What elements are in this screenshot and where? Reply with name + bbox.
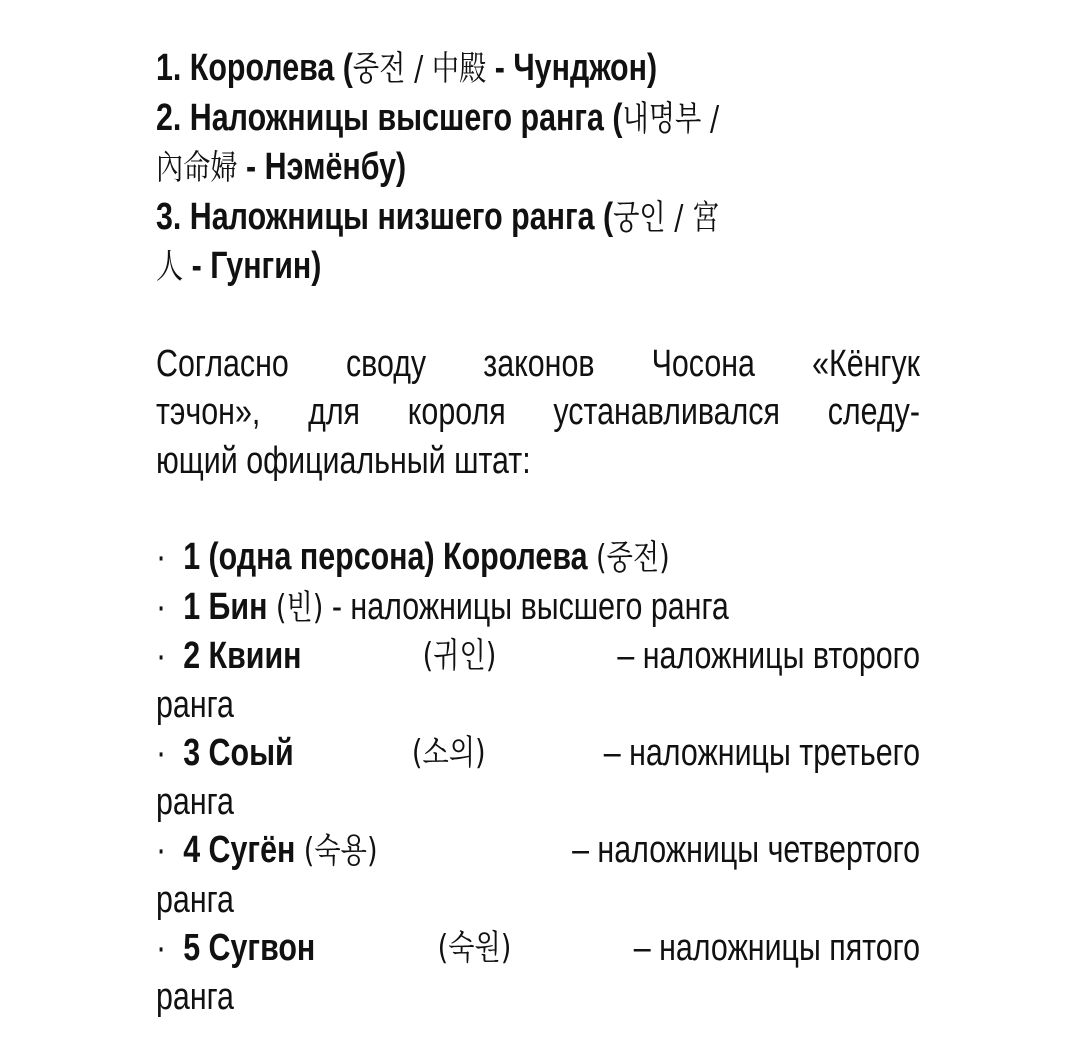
rank-list [156, 44, 920, 292]
bullet-title: 5 Сугвон [183, 927, 316, 969]
rank-reading: - Гунгин) [183, 245, 322, 287]
rank-item-low-concubines [156, 193, 920, 243]
bullet-item-soui [156, 729, 920, 778]
bullet-wrap: ранга [156, 878, 234, 921]
korean-term: (귀인) [422, 636, 497, 676]
bullet-icon: · [156, 829, 167, 871]
paragraph-line-1 [156, 340, 920, 389]
staff-bullet-list [156, 533, 920, 1021]
word: следу- [827, 391, 920, 433]
paragraph-line-3: ющий официальный штат: [156, 439, 531, 482]
bullet-description: - наложницы высшего ранга [331, 585, 729, 628]
bullet-wrap: ранга [156, 780, 234, 823]
rank-item-high-concubines [156, 94, 920, 144]
korean-term: 중전 / 中殿 [352, 49, 487, 89]
bullet-title: 3 Соый [183, 732, 294, 774]
rank-title: 1. Королева ( [156, 47, 353, 89]
paragraph-line-2 [156, 388, 920, 437]
document-page [156, 44, 920, 1021]
bullet-item-queen [156, 533, 920, 583]
bullet-icon: · [156, 585, 167, 628]
bullet-icon: · [156, 732, 167, 774]
bullet-title: 4 Сугён [183, 829, 296, 871]
korean-term: 내명부 / [622, 98, 720, 139]
korean-term: 궁인 / 宮 [613, 197, 720, 238]
word: тэчон», [156, 391, 261, 433]
korean-term: (빈) [275, 587, 324, 628]
hanja-term: 人 [156, 247, 184, 287]
bullet-wrap: ранга [156, 683, 234, 726]
bullet-description: – наложницы третьего [603, 732, 920, 774]
bullet-icon: · [156, 536, 167, 578]
bullet-description: – наложницы пятого [633, 927, 920, 969]
word: для [308, 391, 361, 433]
word: Согласно [156, 342, 289, 385]
rank-item-queen [156, 44, 920, 94]
word: устанавливался [553, 391, 780, 433]
bullet-icon: · [156, 635, 167, 677]
word: своду [345, 342, 427, 385]
korean-term: (숙용) [303, 831, 378, 871]
korean-term: (중전) [595, 538, 670, 578]
bullet-title: 1 Бин [183, 585, 268, 628]
bullet-item-sukwon [156, 924, 920, 973]
rank-title: 2. Наложницы высшего ранга ( [156, 96, 623, 139]
bullet-wrap: ранга [156, 975, 234, 1018]
rank-item-low-concubines-cont [156, 242, 920, 292]
word: законов [483, 342, 595, 385]
bullet-item-sukyong [156, 826, 920, 876]
word: «Кёнгук [812, 342, 920, 385]
bullet-item-kwiin [156, 632, 920, 681]
intro-paragraph [156, 340, 920, 486]
bullet-icon: · [156, 927, 167, 969]
rank-title: 3. Наложницы низшего ранга ( [156, 195, 614, 238]
word: короля [407, 391, 506, 433]
bullet-item-bin [156, 583, 920, 633]
korean-term: (소의) [411, 733, 486, 773]
bullet-title: 1 (одна персона) Королева [183, 536, 588, 578]
hanja-term: 內命婦 [156, 148, 238, 188]
bullet-description: – наложницы второго [617, 635, 920, 677]
rank-reading: - Нэмёнбу) [237, 146, 407, 188]
korean-term: (숙원) [437, 928, 512, 968]
word: Чосона [651, 342, 755, 385]
bullet-description: – наложницы четвертого [572, 829, 920, 871]
rank-reading: - Чунджон) [486, 47, 658, 89]
rank-item-high-concubines-cont [156, 143, 920, 193]
bullet-title: 2 Квиин [183, 635, 302, 677]
